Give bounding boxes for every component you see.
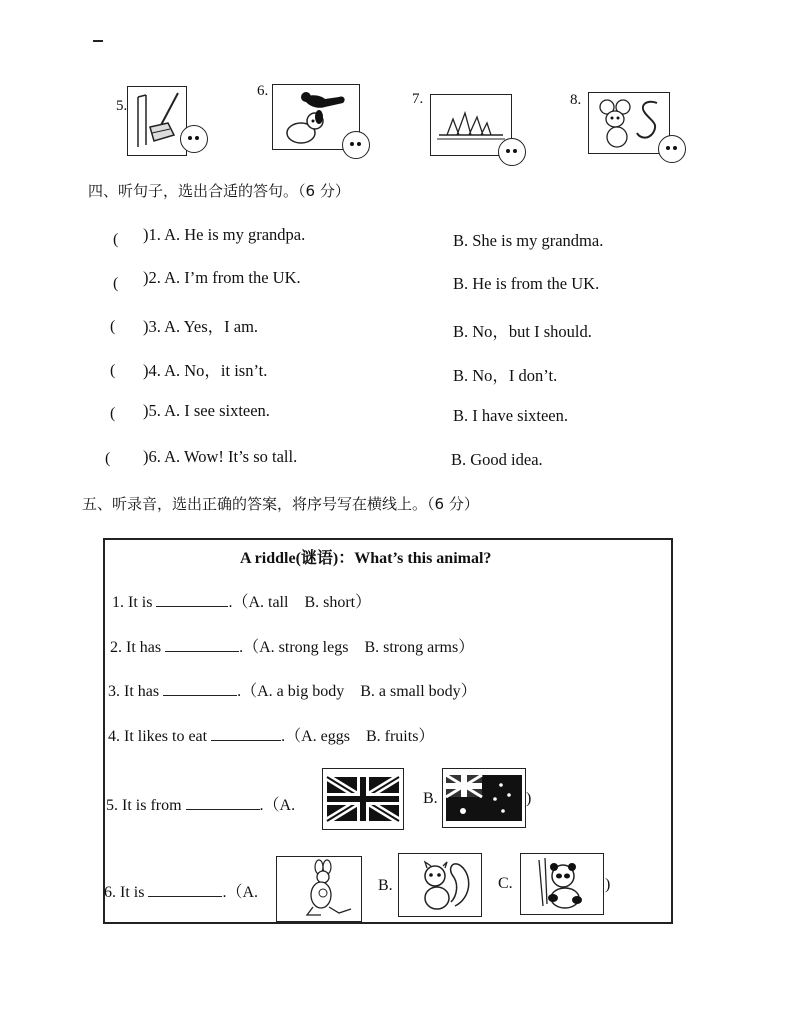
riddle-line-1 (112, 589, 371, 612)
panda-frame (520, 853, 604, 915)
option-c-label: C. (498, 875, 513, 892)
smiley-face-icon (180, 125, 208, 153)
picture-number-7: 7. (412, 91, 424, 107)
line-prefix: 2. It has (110, 639, 162, 656)
answer-paren[interactable]: ( (110, 362, 116, 379)
answer-blank[interactable] (148, 882, 222, 897)
line-options: .（A. eggs B. fruits） (281, 728, 435, 745)
close-paren: ) (605, 876, 611, 893)
option-a: )1. A. He is my grandpa. (143, 225, 306, 244)
mouse-s-icon (589, 93, 669, 153)
answer-paren[interactable]: ( (113, 275, 119, 292)
riddle-title: A riddle(谜语)：What’s this animal? (240, 550, 492, 567)
line-prefix: 3. It has (108, 683, 160, 700)
line-options: .（A. a big body B. a small body） (237, 683, 477, 700)
section-5-title: 五、听录音，选出正确的答案，将序号写在横线上。（6 分） (82, 495, 479, 513)
option-a: )2. A. I’m from the UK. (143, 268, 301, 287)
smiley-face-icon (498, 138, 526, 166)
option-b: B. He is from the UK. (453, 274, 600, 293)
riddle-line-6 (104, 879, 258, 902)
answer-paren[interactable]: ( (105, 450, 111, 467)
close-paren: ) (526, 790, 532, 807)
answer-blank[interactable] (165, 637, 239, 652)
mop-bucket-icon (128, 87, 186, 155)
option-b: B. Good idea. (451, 450, 543, 469)
option-b: B. No，I don’t. (453, 366, 558, 385)
picture-5-frame (127, 86, 187, 156)
kangaroo-frame (276, 856, 362, 922)
panda-icon (521, 854, 603, 914)
australia-flag-icon (443, 769, 525, 827)
squirrel-icon (399, 854, 481, 916)
picture-number-8: 8. (570, 92, 582, 108)
answer-paren[interactable]: ( (110, 318, 116, 335)
uk-flag-icon (323, 769, 403, 829)
section-4-title: 四、听句子，选出合适的答句。（6 分） (88, 182, 350, 200)
option-b: B. She is my grandma. (453, 231, 604, 250)
picture-number-6: 6. (257, 83, 269, 99)
option-a: )3. A. Yes，I am. (143, 317, 259, 336)
option-b: B. No，but I should. (453, 322, 592, 341)
option-a: )4. A. No，it isn’t. (143, 361, 268, 380)
option-b-label: B. (423, 790, 438, 807)
riddle-line-2 (110, 634, 474, 657)
option-a-label: .（A. (222, 884, 259, 901)
riddle-line-5 (106, 792, 295, 815)
option-b-label: B. (378, 877, 393, 894)
line-prefix: 6. It is (104, 884, 145, 901)
option-a: )5. A. I see sixteen. (143, 401, 270, 420)
riddle-line-3 (108, 678, 477, 701)
answer-blank[interactable] (186, 795, 260, 810)
line-prefix: 1. It is (112, 594, 153, 611)
option-b: B. I have sixteen. (453, 406, 569, 425)
line-options: .（A. strong legs B. strong arms） (239, 639, 475, 656)
option-a: )6. A. Wow! It’s so tall. (143, 447, 298, 466)
line-prefix: 5. It is from (106, 797, 182, 814)
answer-blank[interactable] (211, 726, 281, 741)
page-mark (93, 40, 103, 42)
squirrel-frame (398, 853, 482, 917)
line-prefix: 4. It likes to eat (108, 728, 208, 745)
answer-paren[interactable]: ( (113, 231, 119, 248)
picture-number-5: 5. (116, 98, 128, 114)
uk-flag-frame (322, 768, 404, 830)
smiley-face-icon (658, 135, 686, 163)
australia-flag-frame (442, 768, 526, 828)
option-a-label: .（A. (259, 797, 296, 814)
kangaroo-icon (277, 857, 361, 921)
line-options: .（A. tall B. short） (228, 594, 372, 611)
answer-blank[interactable] (156, 592, 228, 607)
riddle-line-4 (108, 723, 434, 746)
smiley-face-icon (342, 131, 370, 159)
answer-blank[interactable] (163, 681, 237, 696)
answer-paren[interactable]: ( (110, 405, 116, 422)
